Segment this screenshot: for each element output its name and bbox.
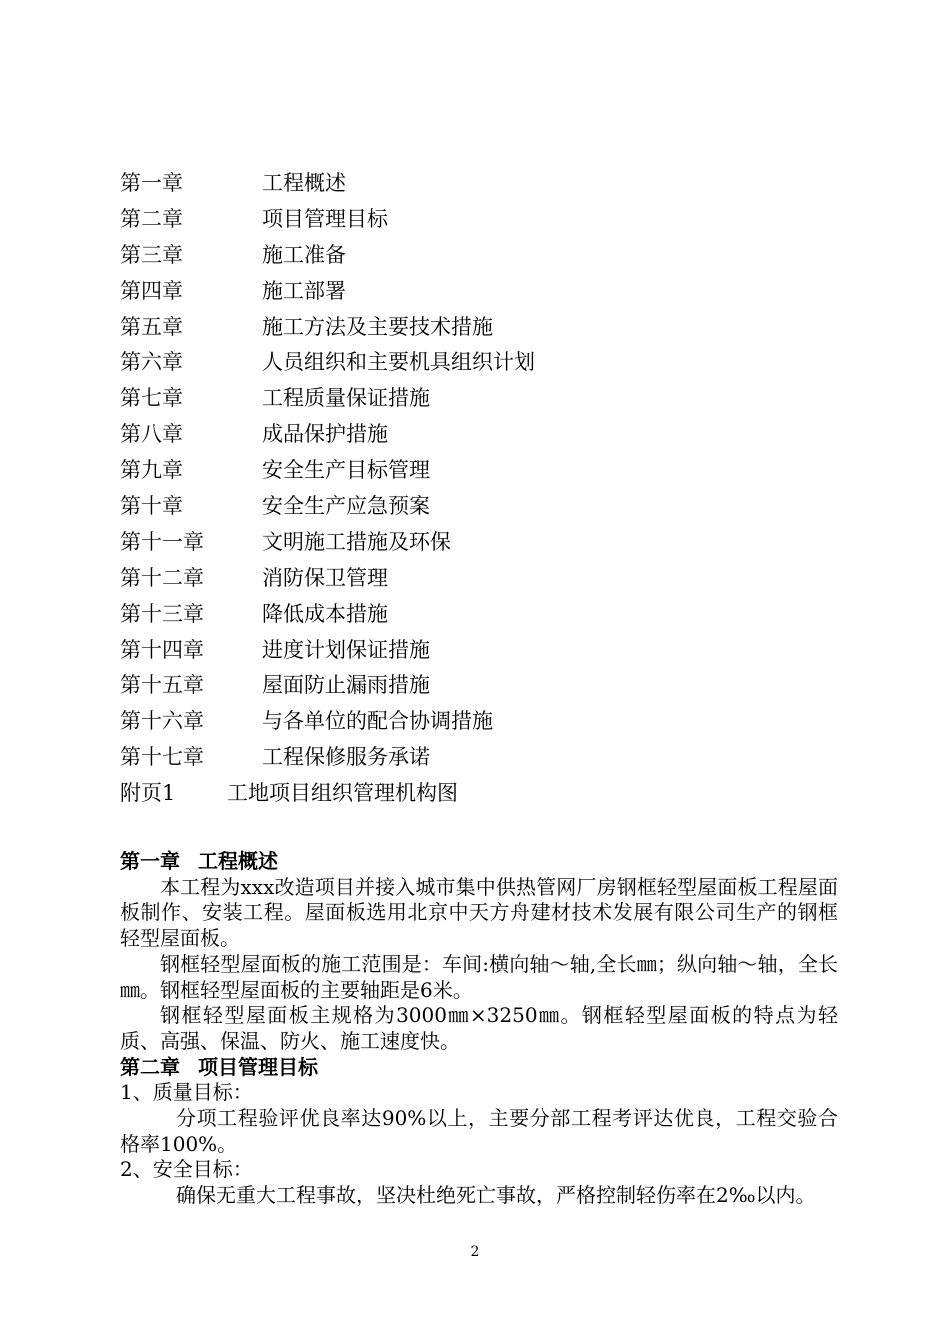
toc-chapter-number: 第一章	[120, 170, 183, 195]
toc-chapter-title: 屋面防止漏雨措施	[262, 673, 430, 698]
toc-chapter-number: 第二章	[120, 206, 183, 231]
toc-chapter-title: 成品保护措施	[262, 422, 388, 447]
toc-chapter-title: 文明施工措施及环保	[262, 529, 451, 554]
toc-chapter-title: 降低成本措施	[262, 601, 388, 626]
toc-row	[120, 236, 840, 272]
toc-row	[120, 200, 840, 236]
chapter-number: 第二章	[120, 1054, 180, 1079]
toc-chapter-title: 安全生产应急预案	[262, 493, 430, 518]
toc-chapter-number: 第五章	[120, 314, 183, 339]
paragraph: 确保无重大工程事故，坚决杜绝死亡事故，严格控制轻伤率在2‰以内。	[176, 1183, 816, 1208]
toc-row	[120, 308, 840, 344]
toc-chapter-number: 第十章	[120, 493, 183, 518]
toc-row	[120, 559, 840, 595]
chapter-title: 工程概述	[198, 849, 278, 873]
toc-chapter-number: 第四章	[120, 278, 183, 303]
table-of-contents	[120, 164, 840, 810]
toc-chapter-number: 第十二章	[120, 565, 204, 590]
toc-chapter-title: 施工方法及主要技术措施	[262, 314, 493, 339]
toc-appendix-title: 工地项目组织管理机构图	[227, 781, 458, 806]
toc-appendix-row	[120, 774, 840, 810]
toc-row	[120, 487, 840, 523]
section-heading: 1、质量目标：	[120, 1080, 253, 1105]
section-heading: 2、安全目标：	[120, 1157, 253, 1182]
toc-chapter-title: 人员组织和主要机具组织计划	[262, 350, 535, 375]
paragraph: 分项工程验评优良率达90%以上，主要分部工程考评达优良，工程交验合格率100%。	[120, 1106, 838, 1156]
toc-chapter-title: 与各单位的配合协调措施	[262, 709, 493, 734]
paragraph: 钢框轻型屋面板的施工范围是：车间:横向轴～轴,全长㎜；纵向轴～轴，全长㎜。钢框轻型屋面板的主要轴距是6米。	[120, 951, 838, 1002]
paragraph: 钢框轻型屋面板主规格为3000㎜×3250㎜。钢框轻型屋面板的特点为轻质、高强、保温、防火、施工速度快。	[120, 1003, 838, 1053]
toc-chapter-number: 第十六章	[120, 709, 204, 734]
document-body	[120, 849, 838, 1209]
toc-chapter-number: 第三章	[120, 242, 183, 267]
toc-chapter-title: 工程质量保证措施	[262, 386, 430, 411]
toc-chapter-number: 第十五章	[120, 673, 204, 698]
chapter-title: 项目管理目标	[198, 1054, 318, 1079]
toc-row	[120, 415, 840, 451]
toc-appendix-number: 附页1	[120, 781, 176, 806]
toc-chapter-number: 第十四章	[120, 637, 204, 662]
toc-chapter-title: 项目管理目标	[262, 206, 388, 231]
toc-row	[120, 595, 840, 631]
toc-row	[120, 164, 840, 200]
toc-chapter-title: 进度计划保证措施	[262, 637, 430, 662]
toc-row	[120, 738, 840, 774]
chapter-heading	[120, 849, 838, 875]
toc-row	[120, 702, 840, 738]
toc-chapter-number: 第九章	[120, 458, 183, 483]
toc-row	[120, 631, 840, 667]
toc-chapter-title: 工程保修服务承诺	[262, 745, 430, 770]
toc-chapter-title: 施工部署	[262, 278, 346, 303]
toc-row	[120, 343, 840, 379]
toc-chapter-number: 第六章	[120, 350, 183, 375]
toc-row	[120, 272, 840, 308]
toc-chapter-title: 消防保卫管理	[262, 565, 388, 590]
toc-chapter-number: 第七章	[120, 386, 183, 411]
chapter-number: 第一章	[120, 849, 180, 873]
toc-row	[120, 451, 840, 487]
toc-row	[120, 523, 840, 559]
toc-chapter-number: 第十三章	[120, 601, 204, 626]
toc-chapter-number: 第十七章	[120, 745, 204, 770]
toc-chapter-title: 安全生产目标管理	[262, 458, 430, 483]
toc-row	[120, 379, 840, 415]
toc-chapter-title: 工程概述	[262, 170, 346, 195]
paragraph: 本工程为xxx改造项目并接入城市集中供热管网厂房钢框轻型屋面板工程屋面板制作、安装工程。屋面板选用北京中天方舟建材技术发展有限公司生产的钢框轻型屋面板。	[120, 874, 838, 951]
chapter-heading	[120, 1055, 838, 1081]
toc-chapter-number: 第八章	[120, 422, 183, 447]
toc-row	[120, 666, 840, 702]
toc-chapter-title: 施工准备	[262, 242, 346, 267]
toc-chapter-number: 第十一章	[120, 529, 204, 554]
page-number: 2	[470, 1244, 480, 1260]
